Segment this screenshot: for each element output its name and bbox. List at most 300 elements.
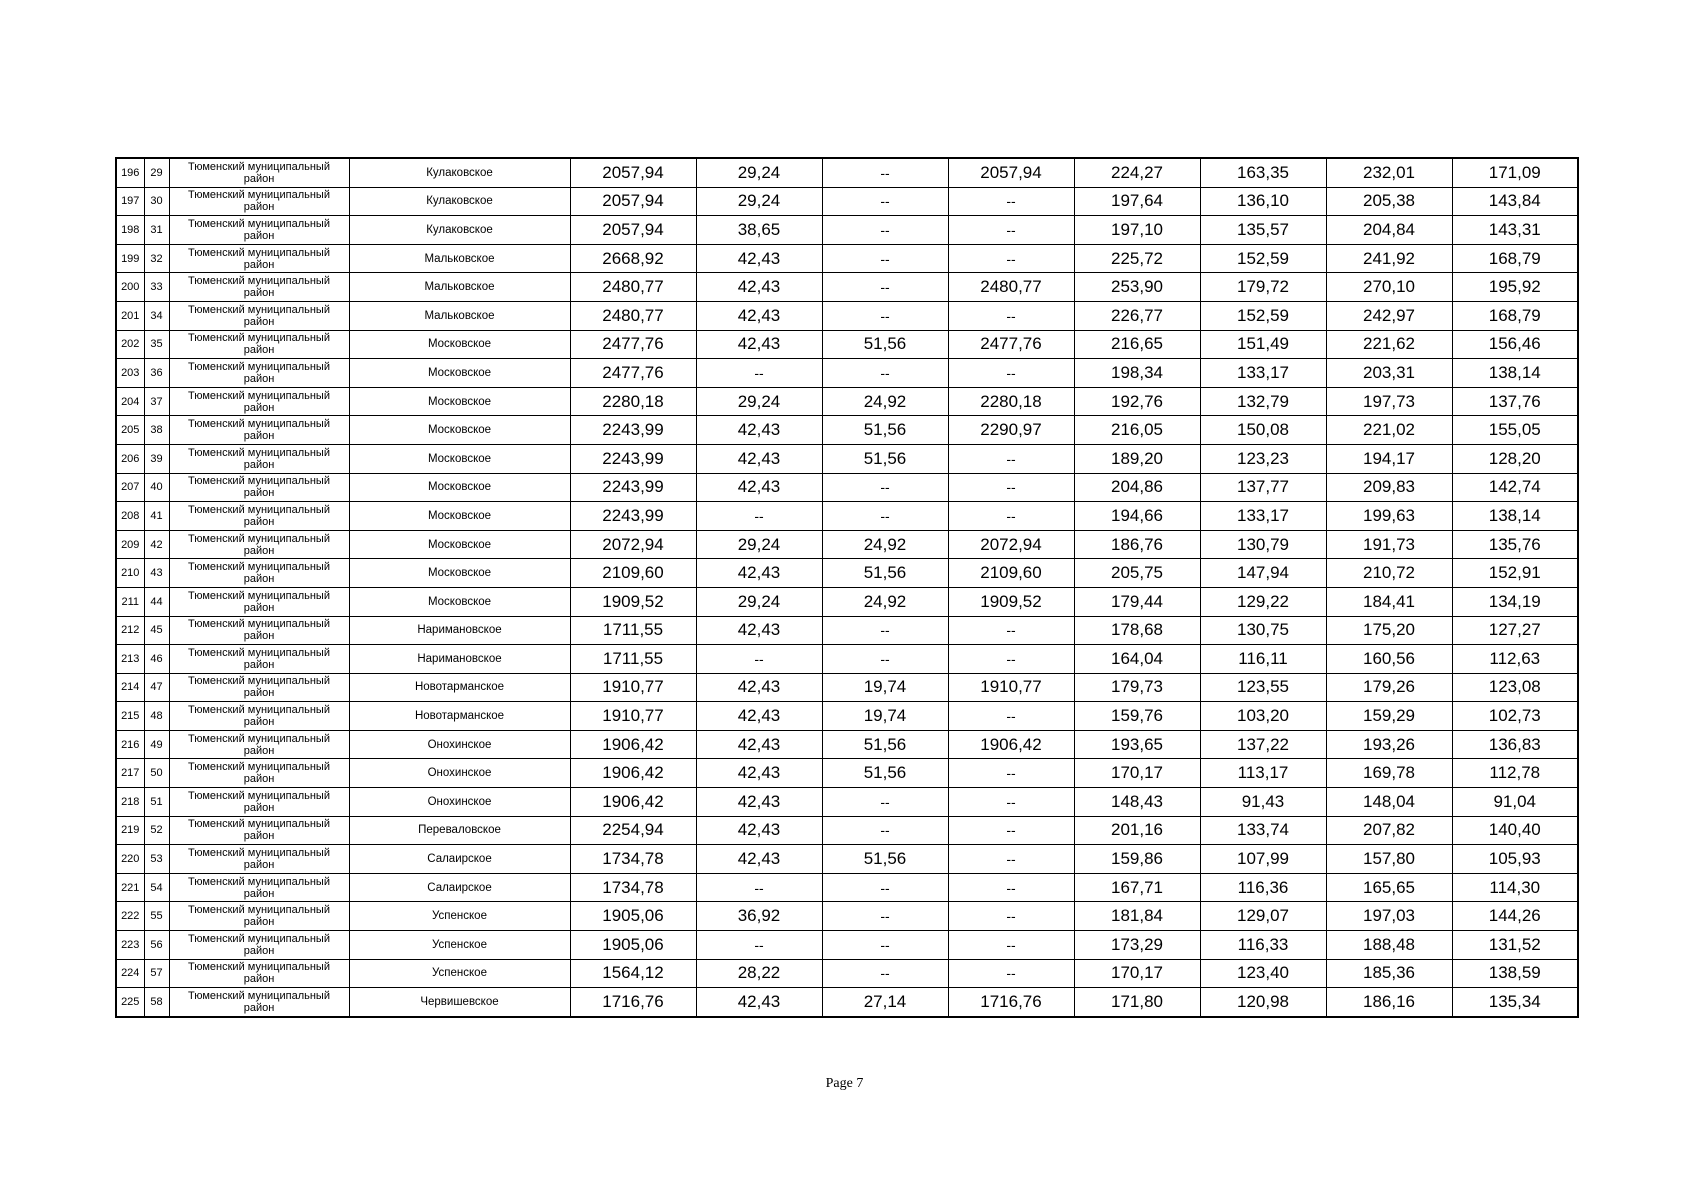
district-name-line1: Тюменский муниципальный (188, 646, 330, 659)
row-number-cell: 219 (116, 816, 144, 845)
value-7-cell: 188,48 (1326, 931, 1452, 960)
table-row (116, 187, 1578, 216)
value-6-cell: 132,79 (1200, 387, 1326, 416)
value-7-cell: 197,73 (1326, 387, 1452, 416)
settlement-cell: Кулаковское (349, 216, 570, 245)
value-1-cell: 1910,77 (570, 702, 696, 731)
value-2-cell: 29,24 (696, 530, 822, 559)
value-8-cell: 195,92 (1452, 273, 1578, 302)
value-6-cell: 113,17 (1200, 759, 1326, 788)
row-number-cell: 197 (116, 187, 144, 216)
value-2-cell: -- (696, 645, 822, 674)
district-name-line1: Тюменский муниципальный (188, 961, 330, 974)
value-7-cell: 199,63 (1326, 502, 1452, 531)
table-row (116, 673, 1578, 702)
district-name-line1: Тюменский муниципальный (188, 446, 330, 459)
district-cell (169, 788, 349, 817)
district-name-line2: район (243, 401, 275, 414)
row-number-cell: 206 (116, 444, 144, 473)
sub-number-cell: 34 (144, 301, 169, 330)
value-2-cell: 29,24 (696, 587, 822, 616)
value-4-cell: 2280,18 (948, 387, 1074, 416)
value-7-cell: 169,78 (1326, 759, 1452, 788)
row-number-cell: 208 (116, 502, 144, 531)
value-2-cell: 42,43 (696, 816, 822, 845)
district-name-line1: Тюменский муниципальный (188, 503, 330, 516)
sub-number-cell: 57 (144, 959, 169, 988)
value-6-cell: 150,08 (1200, 416, 1326, 445)
value-4-cell: 2477,76 (948, 330, 1074, 359)
district-cell (169, 359, 349, 388)
value-8-cell: 114,30 (1452, 873, 1578, 902)
settlement-cell: Салаирское (349, 845, 570, 874)
district-cell (169, 301, 349, 330)
value-6-cell: 137,22 (1200, 730, 1326, 759)
table-row (116, 616, 1578, 645)
value-8-cell: 123,08 (1452, 673, 1578, 702)
district-name-line2: район (243, 744, 275, 757)
value-4-cell: -- (948, 788, 1074, 817)
value-4-cell: -- (948, 931, 1074, 960)
settlement-cell: Мальковское (349, 301, 570, 330)
value-8-cell: 140,40 (1452, 816, 1578, 845)
value-4-cell: -- (948, 359, 1074, 388)
row-number-cell: 204 (116, 387, 144, 416)
value-3-cell: -- (822, 788, 948, 817)
district-cell (169, 244, 349, 273)
table-row (116, 273, 1578, 302)
settlement-cell: Онохинское (349, 788, 570, 817)
value-1-cell: 1906,42 (570, 788, 696, 817)
settlement-cell: Новотарманское (349, 673, 570, 702)
value-1-cell: 2243,99 (570, 502, 696, 531)
value-4-cell: -- (948, 845, 1074, 874)
value-3-cell: -- (822, 216, 948, 245)
value-2-cell: 42,43 (696, 759, 822, 788)
district-cell (169, 673, 349, 702)
value-8-cell: 112,63 (1452, 645, 1578, 674)
value-2-cell: 42,43 (696, 845, 822, 874)
row-number-cell: 203 (116, 359, 144, 388)
value-5-cell: 179,44 (1074, 587, 1200, 616)
value-5-cell: 159,86 (1074, 845, 1200, 874)
district-name-line2: район (243, 687, 275, 700)
district-name-line1: Тюменский муниципальный (188, 189, 330, 202)
value-6-cell: 133,17 (1200, 359, 1326, 388)
value-6-cell: 123,55 (1200, 673, 1326, 702)
value-1-cell: 2477,76 (570, 330, 696, 359)
district-name-line2: район (243, 515, 275, 528)
district-name-line1: Тюменский муниципальный (188, 675, 330, 688)
value-2-cell: 42,43 (696, 444, 822, 473)
row-number-cell: 198 (116, 216, 144, 245)
district-name-line1: Тюменский муниципальный (188, 789, 330, 802)
value-4-cell: -- (948, 816, 1074, 845)
value-8-cell: 168,79 (1452, 301, 1578, 330)
value-6-cell: 120,98 (1200, 988, 1326, 1017)
district-cell (169, 702, 349, 731)
value-3-cell: -- (822, 931, 948, 960)
value-6-cell: 152,59 (1200, 244, 1326, 273)
value-2-cell: 38,65 (696, 216, 822, 245)
settlement-cell: Московское (349, 444, 570, 473)
value-2-cell: 42,43 (696, 473, 822, 502)
district-cell (169, 587, 349, 616)
district-cell (169, 273, 349, 302)
value-1-cell: 2254,94 (570, 816, 696, 845)
value-1-cell: 1906,42 (570, 759, 696, 788)
sub-number-cell: 46 (144, 645, 169, 674)
value-8-cell: 171,09 (1452, 158, 1578, 187)
value-4-cell: 1906,42 (948, 730, 1074, 759)
district-cell (169, 502, 349, 531)
value-2-cell: -- (696, 359, 822, 388)
value-8-cell: 143,31 (1452, 216, 1578, 245)
sub-number-cell: 47 (144, 673, 169, 702)
district-name-line1: Тюменский муниципальный (188, 847, 330, 860)
value-8-cell: 155,05 (1452, 416, 1578, 445)
value-3-cell: -- (822, 873, 948, 902)
table-row (116, 416, 1578, 445)
table-row (116, 702, 1578, 731)
value-3-cell: -- (822, 359, 948, 388)
district-name-line1: Тюменский муниципальный (188, 561, 330, 574)
table-row (116, 816, 1578, 845)
value-6-cell: 133,17 (1200, 502, 1326, 531)
district-name-line1: Тюменский муниципальный (188, 875, 330, 888)
value-6-cell: 123,40 (1200, 959, 1326, 988)
value-1-cell: 2072,94 (570, 530, 696, 559)
settlement-cell: Московское (349, 530, 570, 559)
row-number-cell: 202 (116, 330, 144, 359)
value-3-cell: 24,92 (822, 530, 948, 559)
value-5-cell: 159,76 (1074, 702, 1200, 731)
value-3-cell: -- (822, 645, 948, 674)
sub-number-cell: 31 (144, 216, 169, 245)
value-2-cell: -- (696, 873, 822, 902)
district-name-line1: Тюменский муниципальный (188, 332, 330, 345)
row-number-cell: 199 (116, 244, 144, 273)
sub-number-cell: 32 (144, 244, 169, 273)
value-3-cell: 24,92 (822, 587, 948, 616)
district-name-line2: район (243, 859, 275, 872)
value-1-cell: 2668,92 (570, 244, 696, 273)
row-number-cell: 196 (116, 158, 144, 187)
sub-number-cell: 55 (144, 902, 169, 931)
value-4-cell: -- (948, 244, 1074, 273)
value-1-cell: 1905,06 (570, 902, 696, 931)
value-6-cell: 91,43 (1200, 788, 1326, 817)
value-7-cell: 197,03 (1326, 902, 1452, 931)
row-number-cell: 222 (116, 902, 144, 931)
row-number-cell: 211 (116, 587, 144, 616)
value-5-cell: 173,29 (1074, 931, 1200, 960)
district-cell (169, 616, 349, 645)
table-row (116, 359, 1578, 388)
district-name-line1: Тюменский муниципальный (188, 704, 330, 717)
value-4-cell: -- (948, 645, 1074, 674)
value-7-cell: 194,17 (1326, 444, 1452, 473)
value-5-cell: 197,10 (1074, 216, 1200, 245)
sub-number-cell: 52 (144, 816, 169, 845)
value-7-cell: 193,26 (1326, 730, 1452, 759)
sub-number-cell: 38 (144, 416, 169, 445)
sub-number-cell: 33 (144, 273, 169, 302)
district-name-line2: район (243, 544, 275, 557)
value-6-cell: 103,20 (1200, 702, 1326, 731)
table-body (116, 158, 1578, 1017)
table-row (116, 444, 1578, 473)
value-8-cell: 128,20 (1452, 444, 1578, 473)
value-7-cell: 185,36 (1326, 959, 1452, 988)
district-name-line2: район (243, 601, 275, 614)
table-row (116, 216, 1578, 245)
table-row (116, 502, 1578, 531)
value-6-cell: 116,36 (1200, 873, 1326, 902)
sub-number-cell: 42 (144, 530, 169, 559)
value-1-cell: 2480,77 (570, 273, 696, 302)
value-2-cell: 42,43 (696, 730, 822, 759)
value-1-cell: 2243,99 (570, 416, 696, 445)
value-5-cell: 164,04 (1074, 645, 1200, 674)
row-number-cell: 220 (116, 845, 144, 874)
district-name-line2: район (243, 973, 275, 986)
district-cell (169, 988, 349, 1017)
row-number-cell: 210 (116, 559, 144, 588)
value-3-cell: 19,74 (822, 673, 948, 702)
value-2-cell: 28,22 (696, 959, 822, 988)
value-1-cell: 2280,18 (570, 387, 696, 416)
settlement-cell: Салаирское (349, 873, 570, 902)
value-2-cell: 42,43 (696, 330, 822, 359)
value-3-cell: 51,56 (822, 845, 948, 874)
value-3-cell: 24,92 (822, 387, 948, 416)
sub-number-cell: 45 (144, 616, 169, 645)
value-7-cell: 204,84 (1326, 216, 1452, 245)
value-5-cell: 179,73 (1074, 673, 1200, 702)
value-8-cell: 105,93 (1452, 845, 1578, 874)
district-name-line2: район (243, 773, 275, 786)
settlement-cell: Успенское (349, 959, 570, 988)
district-name-line1: Тюменский муниципальный (188, 618, 330, 631)
settlement-cell: Наримановское (349, 645, 570, 674)
value-8-cell: 168,79 (1452, 244, 1578, 273)
value-5-cell: 178,68 (1074, 616, 1200, 645)
value-7-cell: 148,04 (1326, 788, 1452, 817)
value-5-cell: 216,05 (1074, 416, 1200, 445)
district-cell (169, 387, 349, 416)
value-4-cell: -- (948, 759, 1074, 788)
sub-number-cell: 56 (144, 931, 169, 960)
value-6-cell: 135,57 (1200, 216, 1326, 245)
district-name-line2: район (243, 344, 275, 357)
value-5-cell: 193,65 (1074, 730, 1200, 759)
value-3-cell: -- (822, 902, 948, 931)
table-row (116, 988, 1578, 1017)
value-1-cell: 2477,76 (570, 359, 696, 388)
value-8-cell: 135,76 (1452, 530, 1578, 559)
row-number-cell: 201 (116, 301, 144, 330)
value-2-cell: 29,24 (696, 187, 822, 216)
settlement-cell: Онохинское (349, 759, 570, 788)
district-cell (169, 959, 349, 988)
value-5-cell: 197,64 (1074, 187, 1200, 216)
settlement-cell: Червишевское (349, 988, 570, 1017)
settlement-cell: Московское (349, 502, 570, 531)
value-4-cell: -- (948, 702, 1074, 731)
value-6-cell: 147,94 (1200, 559, 1326, 588)
value-3-cell: -- (822, 816, 948, 845)
district-cell (169, 330, 349, 359)
value-5-cell: 226,77 (1074, 301, 1200, 330)
sub-number-cell: 35 (144, 330, 169, 359)
district-name-line2: район (243, 258, 275, 271)
value-8-cell: 138,14 (1452, 359, 1578, 388)
district-name-line2: район (243, 229, 275, 242)
table-row (116, 473, 1578, 502)
value-6-cell: 107,99 (1200, 845, 1326, 874)
row-number-cell: 218 (116, 788, 144, 817)
value-5-cell: 224,27 (1074, 158, 1200, 187)
sub-number-cell: 41 (144, 502, 169, 531)
table-row (116, 730, 1578, 759)
value-1-cell: 1734,78 (570, 845, 696, 874)
value-4-cell: -- (948, 473, 1074, 502)
value-7-cell: 205,38 (1326, 187, 1452, 216)
row-number-cell: 205 (116, 416, 144, 445)
value-6-cell: 163,35 (1200, 158, 1326, 187)
settlement-cell: Успенское (349, 931, 570, 960)
district-cell (169, 473, 349, 502)
value-7-cell: 207,82 (1326, 816, 1452, 845)
district-cell (169, 730, 349, 759)
value-2-cell: 42,43 (696, 244, 822, 273)
value-7-cell: 210,72 (1326, 559, 1452, 588)
value-4-cell: -- (948, 502, 1074, 531)
value-7-cell: 165,65 (1326, 873, 1452, 902)
value-2-cell: 42,43 (696, 788, 822, 817)
settlement-cell: Мальковское (349, 244, 570, 273)
value-2-cell: 42,43 (696, 988, 822, 1017)
value-3-cell: 51,56 (822, 730, 948, 759)
value-3-cell: 27,14 (822, 988, 948, 1017)
value-1-cell: 2057,94 (570, 216, 696, 245)
sub-number-cell: 49 (144, 730, 169, 759)
district-name-line1: Тюменский муниципальный (188, 217, 330, 230)
district-name-line2: район (243, 458, 275, 471)
value-8-cell: 127,27 (1452, 616, 1578, 645)
value-5-cell: 181,84 (1074, 902, 1200, 931)
value-3-cell: 51,56 (822, 330, 948, 359)
district-name-line1: Тюменский муниципальный (188, 360, 330, 373)
value-2-cell: -- (696, 931, 822, 960)
value-7-cell: 160,56 (1326, 645, 1452, 674)
district-name-line2: район (243, 172, 275, 185)
district-name-line2: район (243, 372, 275, 385)
settlement-cell: Московское (349, 587, 570, 616)
table-row (116, 301, 1578, 330)
district-name-line2: район (243, 1002, 275, 1015)
settlement-cell: Московское (349, 387, 570, 416)
tariff-table (115, 157, 1579, 1018)
district-cell (169, 645, 349, 674)
value-8-cell: 144,26 (1452, 902, 1578, 931)
sub-number-cell: 50 (144, 759, 169, 788)
district-name-line2: район (243, 630, 275, 643)
district-name-line2: район (243, 887, 275, 900)
settlement-cell: Онохинское (349, 730, 570, 759)
value-3-cell: 51,56 (822, 559, 948, 588)
value-8-cell: 143,84 (1452, 187, 1578, 216)
sub-number-cell: 36 (144, 359, 169, 388)
value-8-cell: 131,52 (1452, 931, 1578, 960)
district-name-line1: Тюменский муниципальный (188, 990, 330, 1003)
value-1-cell: 2480,77 (570, 301, 696, 330)
value-4-cell: -- (948, 216, 1074, 245)
district-cell (169, 158, 349, 187)
value-8-cell: 91,04 (1452, 788, 1578, 817)
district-cell (169, 759, 349, 788)
value-8-cell: 136,83 (1452, 730, 1578, 759)
value-5-cell: 198,34 (1074, 359, 1200, 388)
value-7-cell: 157,80 (1326, 845, 1452, 874)
value-4-cell: -- (948, 959, 1074, 988)
district-cell (169, 931, 349, 960)
settlement-cell: Наримановское (349, 616, 570, 645)
row-number-cell: 200 (116, 273, 144, 302)
district-name-line1: Тюменский муниципальный (188, 475, 330, 488)
value-6-cell: 133,74 (1200, 816, 1326, 845)
value-6-cell: 116,11 (1200, 645, 1326, 674)
value-8-cell: 102,73 (1452, 702, 1578, 731)
value-8-cell: 142,74 (1452, 473, 1578, 502)
value-3-cell: -- (822, 158, 948, 187)
value-8-cell: 137,76 (1452, 387, 1578, 416)
district-name-line1: Тюменский муниципальный (188, 418, 330, 431)
district-name-line1: Тюменский муниципальный (188, 932, 330, 945)
value-5-cell: 201,16 (1074, 816, 1200, 845)
value-5-cell: 192,76 (1074, 387, 1200, 416)
value-3-cell: -- (822, 244, 948, 273)
district-name-line1: Тюменский муниципальный (188, 761, 330, 774)
value-5-cell: 171,80 (1074, 988, 1200, 1017)
value-2-cell: 36,92 (696, 902, 822, 931)
value-3-cell: -- (822, 187, 948, 216)
row-number-cell: 212 (116, 616, 144, 645)
page-number: Page 7 (825, 1076, 864, 1091)
value-4-cell: -- (948, 902, 1074, 931)
value-2-cell: 42,43 (696, 702, 822, 731)
district-name-line2: район (243, 830, 275, 843)
value-5-cell: 186,76 (1074, 530, 1200, 559)
row-number-cell: 221 (116, 873, 144, 902)
value-5-cell: 167,71 (1074, 873, 1200, 902)
value-2-cell: 42,43 (696, 559, 822, 588)
value-6-cell: 123,23 (1200, 444, 1326, 473)
table-row (116, 645, 1578, 674)
value-6-cell: 179,72 (1200, 273, 1326, 302)
district-cell (169, 187, 349, 216)
table-row (116, 931, 1578, 960)
district-name-line1: Тюменский муниципальный (188, 904, 330, 917)
value-5-cell: 204,86 (1074, 473, 1200, 502)
value-2-cell: 29,24 (696, 158, 822, 187)
table-row (116, 759, 1578, 788)
table-row (116, 530, 1578, 559)
value-2-cell: 42,43 (696, 673, 822, 702)
value-2-cell: 29,24 (696, 387, 822, 416)
row-number-cell: 207 (116, 473, 144, 502)
